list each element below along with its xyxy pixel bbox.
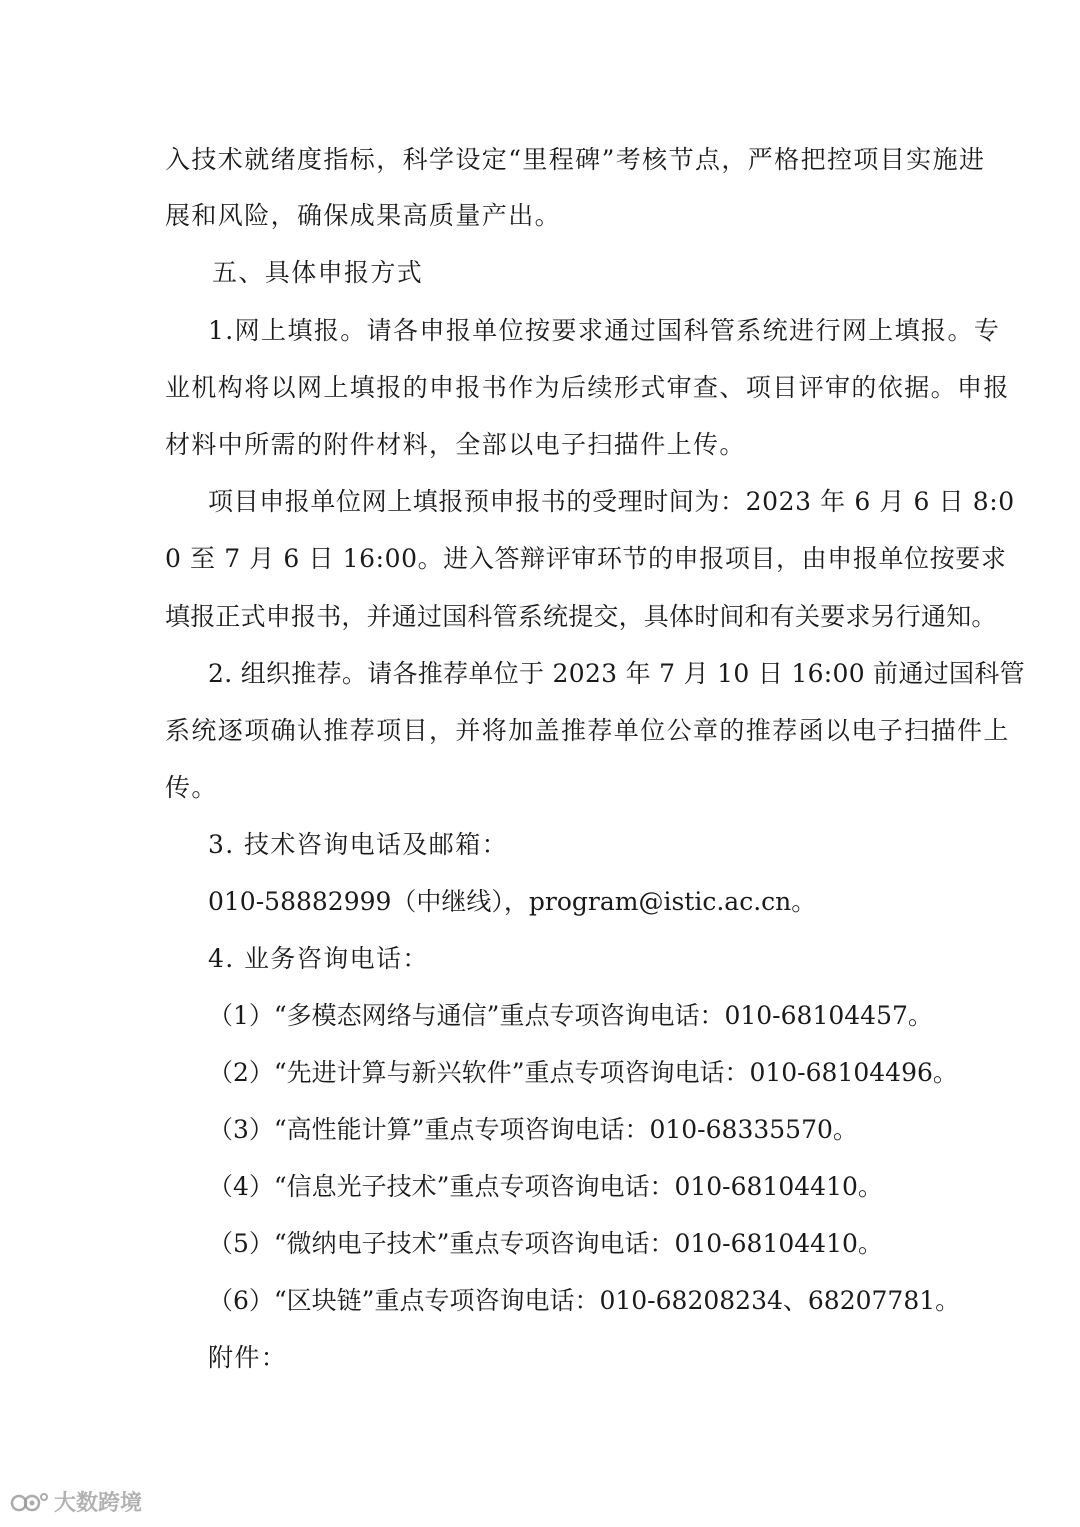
text-line: 业机构将以网上填报的申报书作为后续形式审查、项目评审的依据。申报: [165, 373, 1010, 402]
phone-line: （4）“信息光子技术”重点专项咨询电话：010-68104410。: [208, 1172, 883, 1201]
text-line: 入技术就绪度指标，科学设定“里程碑”考核节点，严格把控项目实施进: [165, 145, 986, 174]
watermark: [10, 1486, 142, 1517]
section-heading: 五、具体申报方式: [212, 258, 424, 287]
phone-line: （3）“高性能计算”重点专项咨询电话：010-68335570。: [208, 1115, 858, 1144]
text-line: 项目申报单位网上填报预申报书的受理时间为：2023 年 6 月 6 日 8:0: [208, 487, 1015, 516]
text-line: 3. 技术咨询电话及邮箱：: [208, 830, 509, 859]
phone-line: （5）“微纳电子技术”重点专项咨询电话：010-68104410。: [208, 1229, 883, 1258]
contact-email-line: 010-58882999（中继线），program@istic.ac.cn。: [208, 887, 817, 916]
text-line: 填报正式申报书，并通过国科管系统提交，具体时间和有关要求另行通知。: [165, 602, 997, 631]
watermark-text: 大数跨境: [54, 1491, 143, 1516]
phone-line: （1）“多模态网络与通信”重点专项咨询电话：010-68104457。: [208, 1001, 933, 1030]
text-line: 0 至 7 月 6 日 16:00。进入答辩评审环节的申报项目，由申报单位按要求: [165, 544, 1007, 573]
phone-line: （6）“区块链”重点专项咨询电话：010-68208234、68207781。: [208, 1286, 961, 1315]
weibo-eye-icon: [10, 1489, 50, 1515]
phone-line: （2）“先进计算与新兴软件”重点专项咨询电话：010-68104496。: [208, 1058, 958, 1087]
text-line: 展和风险，确保成果高质量产出。: [165, 201, 562, 230]
attachment-label: 附件：: [208, 1343, 288, 1372]
text-line: 1.网上填报。请各申报单位按要求通过国科管系统进行网上填报。专: [208, 316, 1001, 345]
text-line: 系统逐项确认推荐项目，并将加盖推荐单位公章的推荐函以电子扫描件上: [165, 716, 1010, 745]
text-line: 传。: [165, 773, 218, 802]
text-line: 4. 业务咨询电话：: [208, 944, 429, 973]
text-line: 材料中所需的附件材料，全部以电子扫描件上传。: [165, 430, 746, 459]
text-line: 2. 组织推荐。请各推荐单位于 2023 年 7 月 10 日 16:00 前通过国科管: [208, 659, 1025, 688]
